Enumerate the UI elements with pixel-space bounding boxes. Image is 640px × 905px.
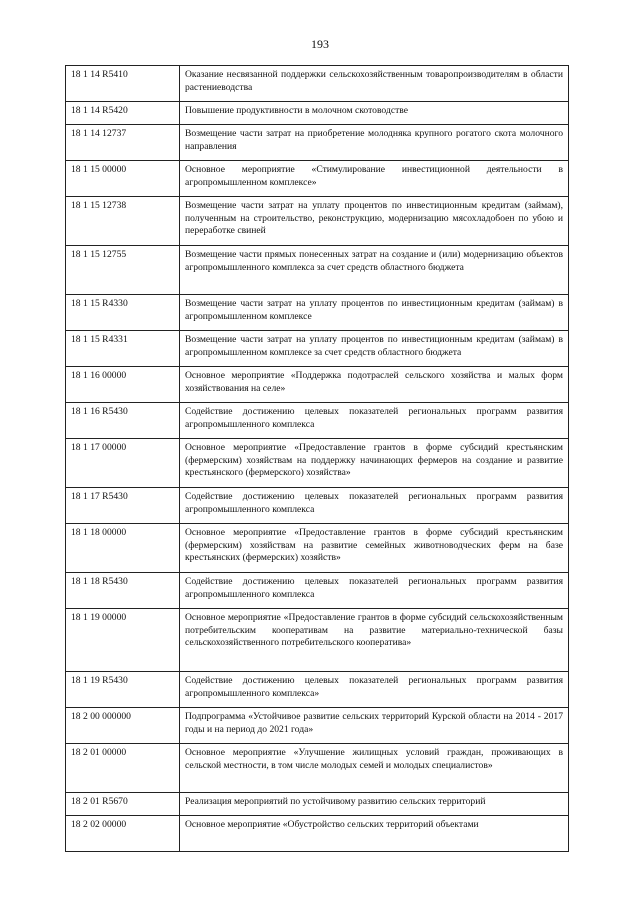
- table-row: [66, 125, 569, 161]
- row-description: Возмещение части затрат на уплату процентов по инвестиционным кредитам (займам), полученным на строительство, реконструкцию, модернизацию мясохладобоен по убою и переработке свиней: [180, 197, 569, 246]
- row-code: 18 2 01 00000: [66, 744, 180, 793]
- table-row: [66, 609, 569, 672]
- row-description: Повышение продуктивности в молочном скотоводстве: [180, 102, 569, 125]
- row-description: Подпрограмма «Устойчивое развитие сельских территорий Курской области на 2014 - 2017 годы и на период до 2021 года»: [180, 708, 569, 744]
- row-code: 18 1 19 00000: [66, 609, 180, 672]
- table-row: [66, 102, 569, 125]
- row-description: Содействие достижению целевых показателей региональных программ развития агропромышленного комплекса»: [180, 672, 569, 708]
- row-description: Содействие достижению целевых показателей региональных программ развития агропромышленного комплекса: [180, 573, 569, 609]
- row-code: 18 2 02 00000: [66, 816, 180, 852]
- row-description: Основное мероприятие «Предоставление грантов в форме субсидий сельскохозяйственным потребительским кооперативам на развитие материально-технической базы сельскохозяйственного потребительского кооператива»: [180, 609, 569, 672]
- row-code: 18 1 15 R4330: [66, 295, 180, 331]
- table-row: [66, 793, 569, 816]
- row-code: 18 1 14 12737: [66, 125, 180, 161]
- table-row: [66, 708, 569, 744]
- table-row: [66, 331, 569, 367]
- table-row: [66, 367, 569, 403]
- table-row: [66, 295, 569, 331]
- row-description: Основное мероприятие «Обустройство сельских территорий объектами: [180, 816, 569, 852]
- table-row: [66, 439, 569, 488]
- row-description: Содействие достижению целевых показателей региональных программ развития агропромышленного комплекса: [180, 403, 569, 439]
- row-description: Основное мероприятие «Стимулирование инвестиционной деятельности в агропромышленном комплексе»: [180, 161, 569, 197]
- table-row: [66, 524, 569, 573]
- budget-classification-table: [65, 65, 569, 852]
- row-code: 18 1 15 12738: [66, 197, 180, 246]
- table-row: [66, 66, 569, 102]
- table-row: [66, 744, 569, 793]
- row-code: 18 2 00 000000: [66, 708, 180, 744]
- table-row: [66, 573, 569, 609]
- row-description: Возмещение части затрат на уплату процентов по инвестиционным кредитам (займам) в агропромышленном комплексе за счет средств областного бюджета: [180, 331, 569, 367]
- row-description: Реализация мероприятий по устойчивому развитию сельских территорий: [180, 793, 569, 816]
- row-code: 18 1 19 R5430: [66, 672, 180, 708]
- row-description: Основное мероприятие «Улучшение жилищных условий граждан, проживающих в сельской местности, в том числе молодых семей и молодых специалистов»: [180, 744, 569, 793]
- table-row: [66, 403, 569, 439]
- row-description: Возмещение части затрат на приобретение молодняка крупного рогатого скота молочного направления: [180, 125, 569, 161]
- row-code: 18 1 17 00000: [66, 439, 180, 488]
- row-code: 18 1 17 R5430: [66, 488, 180, 524]
- table-row: [66, 672, 569, 708]
- table-row: [66, 197, 569, 246]
- row-code: 18 1 16 00000: [66, 367, 180, 403]
- row-description: Основное мероприятие «Предоставление грантов в форме субсидий крестьянским (фермерским) хозяйствам на поддержку начинающих фермеров на создание и развитие крестьянского (фермерского) хозяйства»: [180, 439, 569, 488]
- row-description: Основное мероприятие «Поддержка подотраслей сельского хозяйства и малых форм хозяйствования на селе»: [180, 367, 569, 403]
- table-row: [66, 488, 569, 524]
- table-row: [66, 816, 569, 852]
- row-code: 18 1 15 R4331: [66, 331, 180, 367]
- row-code: 18 1 14 R5410: [66, 66, 180, 102]
- row-description: Содействие достижению целевых показателей региональных программ развития агропромышленного комплекса: [180, 488, 569, 524]
- row-code: 18 1 18 R5430: [66, 573, 180, 609]
- row-description: Возмещение части затрат на уплату процентов по инвестиционным кредитам (займам) в агропромышленном комплексе: [180, 295, 569, 331]
- row-description: Возмещение части прямых понесенных затрат на создание и (или) модернизацию объектов агропромышленного комплекса за счет средств областного бюджета: [180, 246, 569, 295]
- row-code: 18 1 15 00000: [66, 161, 180, 197]
- row-code: 18 1 14 R5420: [66, 102, 180, 125]
- row-code: 18 1 16 R5430: [66, 403, 180, 439]
- row-code: 18 1 15 12755: [66, 246, 180, 295]
- row-description: Оказание несвязанной поддержки сельскохозяйственным товаропроизводителям в области растениеводства: [180, 66, 569, 102]
- row-code: 18 2 01 R5670: [66, 793, 180, 816]
- table-row: [66, 246, 569, 295]
- row-code: 18 1 18 00000: [66, 524, 180, 573]
- table-row: [66, 161, 569, 197]
- row-description: Основное мероприятие «Предоставление грантов в форме субсидий крестьянским (фермерским) хозяйствам на развитие семейных животноводческих ферм на базе крестьянских (фермерских) хозяйств»: [180, 524, 569, 573]
- page-number: 193: [311, 37, 329, 51]
